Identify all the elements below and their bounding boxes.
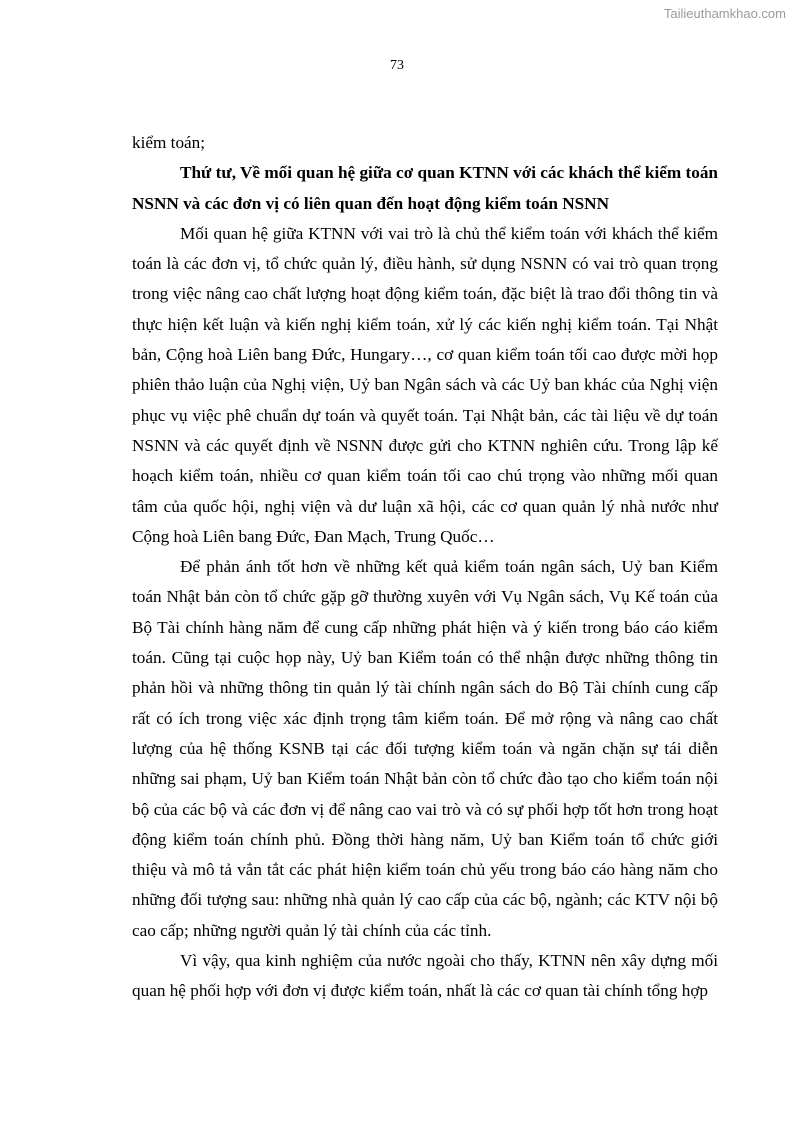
document-body	[132, 128, 718, 1007]
page-number: 73	[390, 58, 404, 73]
watermark: Tailieuthamkhao.com	[663, 6, 786, 21]
paragraph: Vì vậy, qua kinh nghiệm của nước ngoài cho thấy, KTNN nên xây dựng mối quan hệ phối hợp với đơn vị được kiểm toán, nhất là các cơ quan tài chính tổng hợp	[132, 951, 718, 1001]
paragraph: Mối quan hệ giữa KTNN với vai trò là chủ thể kiểm toán với khách thể kiểm toán là các đơn vị, tổ chức quản lý, điều hành, sử dụng NSNN có vai trò quan trọng trong việc nâng cao chất lượng hoạt động kiểm toán, đặc biệt là trao đổi thông tin và thực hiện kết luận và kiến nghị kiểm toán, xử lý các kiến nghị kiểm toán. Tại Nhật bản, Cộng hoà Liên bang Đức, Hungary…, cơ quan kiểm toán tối cao được mời họp phiên thảo luận của Nghị viện, Uỷ ban Ngân sách và các Uỷ ban khác của Nghị viện phục vụ việc phê chuẩn dự toán và quyết toán. Tại Nhật bản, các tài liệu về dự toán NSNN và các quyết định về NSNN được gửi cho KTNN nghiên cứu. Trong lập kế hoạch kiểm toán, nhiều cơ quan kiểm toán tối cao chú trọng vào những mối quan tâm của quốc hội, nghị viện và dư luận xã hội, các cơ quan quản lý nhà nước như Cộng hoà Liên bang Đức, Đan Mạch, Trung Quốc…	[132, 223, 718, 546]
paragraph-continuation: kiểm toán;	[132, 133, 206, 152]
section-heading: Thứ tư, Về mối quan hệ giữa cơ quan KTNN với các khách thể kiểm toán NSNN và các đơn vị có liên quan đến hoạt động kiểm toán NSNN	[132, 163, 718, 213]
paragraph: Để phản ánh tốt hơn về những kết quả kiểm toán ngân sách, Uỷ ban Kiểm toán Nhật bản còn tổ chức gặp gỡ thường xuyên với Vụ Ngân sách, Vụ Kế toán của Bộ Tài chính hàng năm để cung cấp những phát hiện và ý kiến trong báo cáo kiểm toán. Cũng tại cuộc họp này, Uỷ ban Kiểm toán có thể nhận được những thông tin phản hồi và những thông tin quản lý tài chính ngân sách do Bộ Tài chính cung cấp rất có ích trong việc xác định trọng tâm kiểm toán. Để mở rộng và nâng cao chất lượng của hệ thống KSNB tại các đối tượng kiểm toán và ngăn chặn sự tái diễn những sai phạm, Uỷ ban Kiểm toán Nhật bản còn tổ chức đào tạo cho kiểm toán nội bộ của các bộ và các đơn vị để nâng cao vai trò và có sự phối hợp tốt hơn trong hoạt động kiểm toán chính phủ. Đồng thời hàng năm, Uỷ ban Kiểm toán tổ chức giới thiệu và mô tả vắn tắt các phát hiện kiểm toán chủ yếu trong báo cáo hàng năm cho những đối tượng sau: những nhà quản lý cao cấp của các bộ, ngành; các KTV nội bộ cao cấp; những người quản lý tài chính của các tỉnh.	[132, 557, 718, 940]
